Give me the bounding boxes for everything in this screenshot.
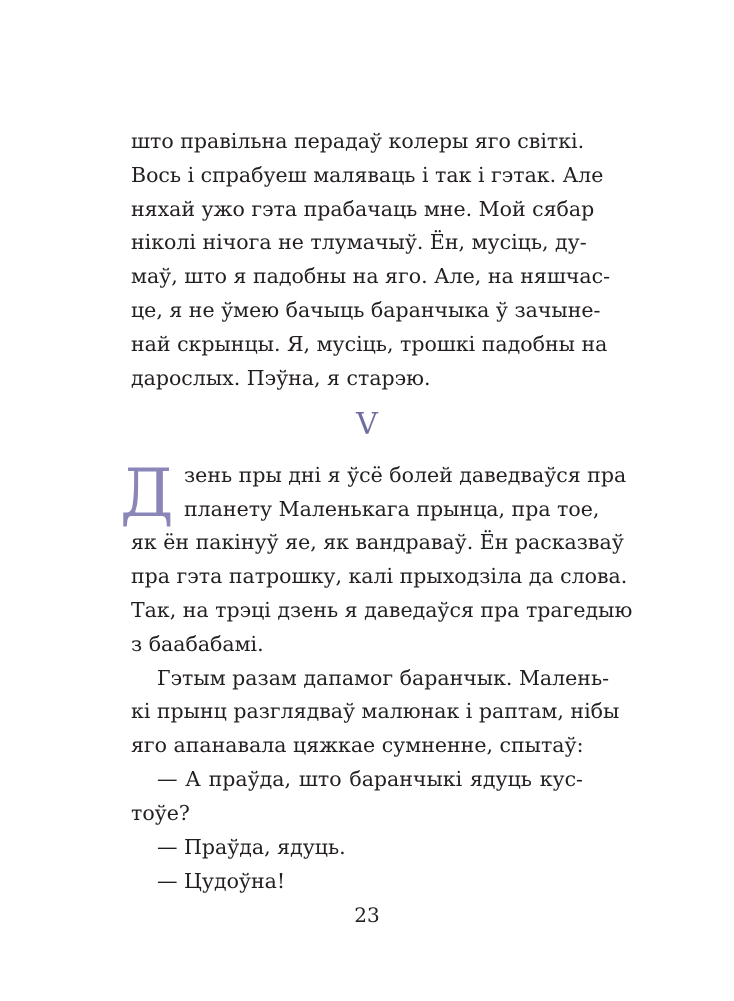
text-line: Гэтым разам дапамог баранчык. Малень-	[157, 666, 610, 690]
text-line: як ён пакінуў яе, як вандраваў. Ён расказваў	[131, 530, 624, 554]
text-line: зень пры дні я ўсё болей даведваўся пра	[184, 463, 627, 487]
text-line: пра гэта патрошку, калі прыходзіла да слова.	[131, 564, 628, 588]
text-line: Так, на трэці дзень я даведаўся пра трагедыю	[131, 598, 633, 622]
text-line: Вось і спрабуеш маляваць і так і гэтак. Але	[131, 163, 604, 187]
text-line: няхай ужо гэта прабачаць мне. Мой сябар	[131, 197, 595, 221]
text-line: ніколі нічога не тлумачыў. Ён, мусіць, ду-	[131, 230, 587, 254]
drop-cap: Д	[120, 455, 174, 532]
text-line: з баабабамі.	[131, 632, 264, 656]
text-line: най скрынцы. Я, мусіць, трошкі падобны на	[131, 332, 608, 356]
text-line: це, я не ўмею бачыць баранчыка ў зачыне-	[131, 298, 601, 322]
chapter-number: V	[356, 407, 378, 442]
page-number: 23	[354, 903, 380, 927]
text-line: маў, што я падобны на яго. Але, на няшчас-	[131, 264, 611, 288]
dialogue-line: — Цудоўна!	[157, 869, 286, 893]
dialogue-line: — А праўда, што баранчыкі ядуць кус-	[157, 767, 583, 791]
dialogue-line: — Праўда, ядуць.	[157, 835, 346, 859]
text-line: што правільна перадаў колеры яго світкі.	[131, 129, 585, 153]
text-line: дарослых. Пэўна, я старэю.	[131, 366, 431, 390]
dialogue-line: тоўе?	[131, 801, 190, 825]
text-line: кі прынц разглядваў малюнак і раптам, нібы	[131, 699, 620, 723]
text-line: яго апанавала цяжкае сумненне, спытаў:	[131, 733, 584, 757]
text-line: планету Маленькага прынца, пра тое,	[184, 497, 600, 521]
